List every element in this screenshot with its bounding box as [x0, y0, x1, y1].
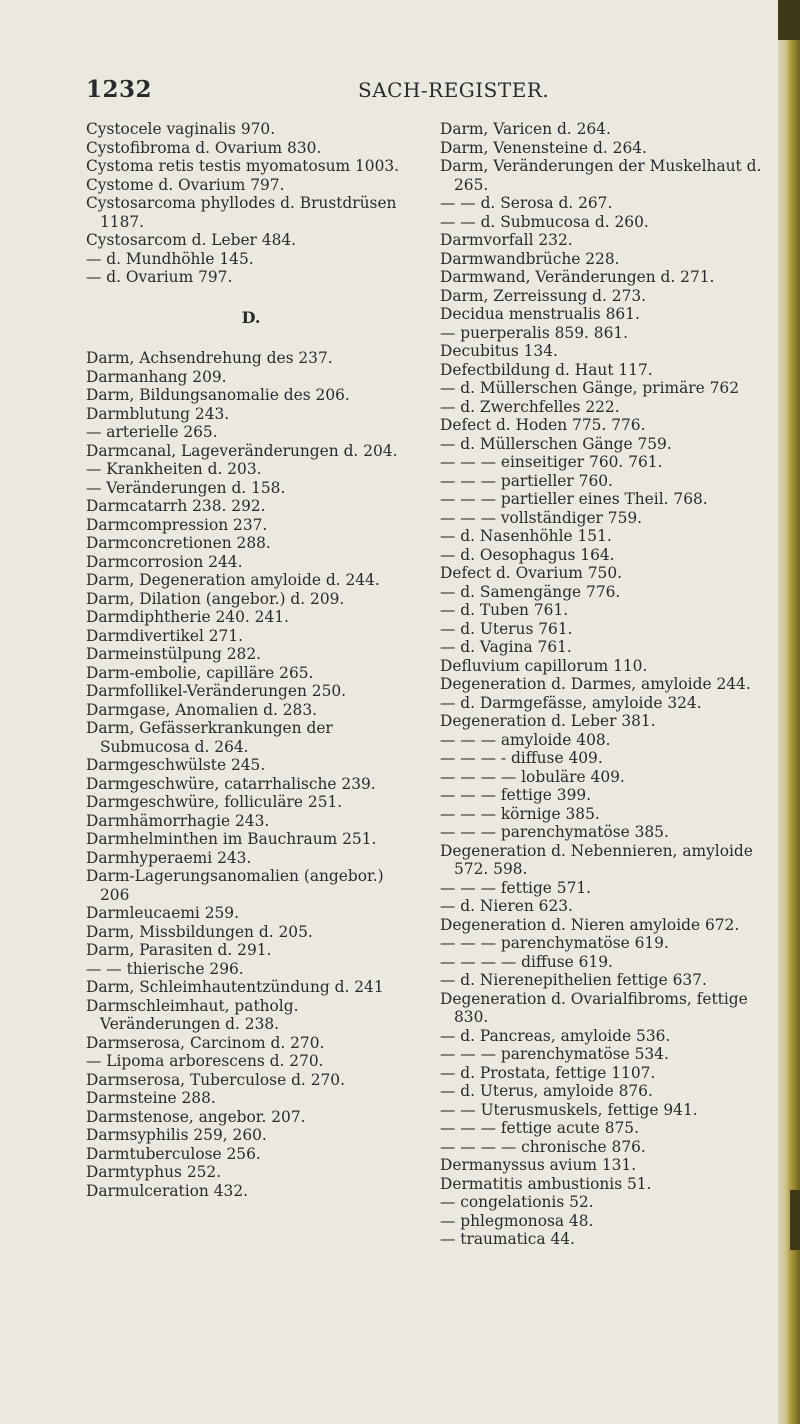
index-entry: Darmblutung 243. [86, 404, 230, 423]
index-entry: — d. Darmgefässe, amyloide 324. [440, 693, 702, 712]
index-entry: Darmschleimhaut, patholg. Veränderungen d. 238. [86, 996, 299, 1033]
index-entry: Darmcatarrh 238. 292. [86, 497, 266, 515]
index-entry: — — — körnige 385. [440, 804, 600, 823]
index-entry: Darm, Degeneration amyloide d. 244. [86, 571, 380, 589]
index-entry: Darmhyperaemi 243. [86, 848, 252, 867]
left-column [86, 120, 416, 1200]
index-entry: Cystofibroma d. Ovarium 830. [86, 138, 322, 157]
index-entry: — — — fettige 399. [440, 786, 592, 804]
index-entry: — d. Zwerchfelles 222. [440, 397, 620, 416]
index-entry: — d. Prostata, fettige 1107. [440, 1063, 656, 1082]
index-entry: Cystome d. Ovarium 797. [86, 175, 285, 194]
index-entry: Darm, Achsendrehung des 237. [86, 349, 333, 367]
index-entry: — d. Pancreas, amyloide 536. [440, 1026, 671, 1045]
index-entry: Decidua menstrualis 861. [440, 305, 640, 323]
index-entry: — — — — chronische 876. [440, 1137, 646, 1156]
index-entry: Darmleucaemi 259. [86, 904, 239, 922]
index-entry: — puerperalis 859. 861. [440, 323, 629, 342]
index-entry: Darmtyphus 252. [86, 1163, 222, 1181]
index-entry: — Krankheiten d. 203. [86, 460, 262, 478]
index-entry: Degeneration d. Leber 381. [440, 712, 656, 730]
index-entry: — — — vollständiger 759. [440, 508, 643, 527]
index-entry: Darmcorrosion 244. [86, 552, 243, 571]
index-entry: — phlegmonosa 48. [440, 1211, 594, 1230]
index-entry: — — — - diffuse 409. [440, 749, 603, 767]
index-entry: Darm, Missbildungen d. 205. [86, 922, 313, 941]
page-edge-shadow [790, 1190, 800, 1250]
index-entry: Dermanyssus avium 131. [440, 1156, 637, 1174]
index-entry: Darmgase, Anomalien d. 283. [86, 700, 318, 719]
index-entry: — d. Uterus, amyloide 876. [440, 1082, 653, 1100]
page-edge [778, 0, 800, 1424]
index-entry: Darm, Zerreissung d. 273. [440, 286, 647, 305]
index-entry: — — — partieller 760. [440, 471, 613, 490]
index-entry: Defect d. Hoden 775. 776. [440, 416, 646, 434]
index-entry: Degeneration d. Darmes, amyloide 244. [440, 675, 751, 693]
index-entry: Darm, Parasiten d. 291. [86, 941, 272, 959]
index-entry: — d. Vagina 761. [440, 638, 572, 656]
index-entry: Degeneration d. Nebennieren, amyloide 572. 598. [440, 841, 753, 878]
page-edge-shadow [778, 0, 800, 40]
index-entry: Degeneration d. Nieren amyloide 672. [440, 915, 740, 934]
index-entry: Defect d. Ovarium 750. [440, 564, 623, 582]
running-head: SACH-REGISTER. [358, 78, 550, 102]
index-entry: Darmgeschwüre, catarrhalische 239. [86, 774, 376, 793]
index-entry: — d. Oesophagus 164. [440, 545, 615, 564]
index-entry: — — d. Submucosa d. 260. [440, 212, 649, 231]
page-number: 1232 [86, 76, 153, 103]
index-entry: — Veränderungen d. 158. [86, 478, 286, 497]
index-entry: — — — amyloide 408. [440, 730, 611, 749]
index-entry: Defluvium capillorum 110. [440, 656, 648, 675]
index-entry: Darmwand, Veränderungen d. 271. [440, 268, 715, 286]
index-entry: Cystosarcoma phyllodes d. Brustdrüsen 1187. [86, 194, 397, 231]
index-entry: Darmtuberculose 256. [86, 1144, 261, 1163]
index-entry: — — — parenchymatöse 619. [440, 934, 669, 952]
index-entry: Darm, Veränderungen der Muskelhaut d. 265. [440, 157, 762, 194]
index-entry: Darmstenose, angebor. 207. [86, 1107, 306, 1126]
index-entry: Darmvorfall 232. [440, 231, 573, 249]
index-entry: — d. Ovarium 797. [86, 268, 233, 286]
index-entry: Darm, Bildungsanomalie des 206. [86, 386, 350, 404]
index-entry: Darmsyphilis 259, 260. [86, 1126, 267, 1144]
index-entry: — d. Nasenhöhle 151. [440, 527, 612, 545]
index-entry: Darm-Lagerungsanomalien (angebor.) 206 [86, 867, 384, 904]
index-entry: — traumatica 44. [440, 1230, 575, 1248]
index-entry: Darm, Varicen d. 264. [440, 120, 611, 138]
index-entry: Decubitus 134. [440, 342, 558, 360]
index-entry: — — — — diffuse 619. [440, 952, 613, 971]
index-entry: — d. Mundhöhle 145. [86, 249, 254, 268]
index-entry: Darmserosa, Tuberculose d. 270. [86, 1070, 345, 1089]
index-entry: Darmhämorrhagie 243. [86, 811, 270, 830]
index-entry: Darmulceration 432. [86, 1181, 249, 1200]
section-letter: D. [241, 307, 261, 327]
index-entry: — — Uterusmuskels, fettige 941. [440, 1100, 698, 1119]
index-entry: Darmcompression 237. [86, 515, 268, 534]
index-entry: Darm-embolie, capilläre 265. [86, 663, 314, 682]
index-entry: Degeneration d. Ovarialfibroms, fettige 830. [440, 989, 748, 1026]
index-entry: Cystoma retis testis myomatosum 1003. [86, 157, 400, 175]
index-entry: Darmanhang 209. [86, 367, 227, 386]
index-entry: — — — — lobuläre 409. [440, 767, 625, 786]
index-entry: — — d. Serosa d. 267. [440, 194, 613, 212]
index-entry: — — thierische 296. [86, 959, 244, 978]
index-entry: Darmhelminthen im Bauchraum 251. [86, 830, 377, 848]
index-entry: — d. Nieren 623. [440, 897, 573, 915]
index-entry: — — — partieller eines Theil. 768. [440, 490, 708, 508]
index-entry: — — — parenchymatöse 385. [440, 823, 669, 841]
index-entry: Darmcanal, Lageveränderungen d. 204. [86, 441, 398, 460]
index-entry: — d. Nierenepithelien fettige 637. [440, 971, 707, 989]
index-entry: Darmsteine 288. [86, 1089, 216, 1107]
page-header [0, 76, 786, 106]
index-entry: — d. Müllerschen Gänge, primäre 762 [440, 379, 740, 397]
index-entry: — — — parenchymatöse 534. [440, 1045, 669, 1063]
index-entry: — — — einseitiger 760. 761. [440, 453, 663, 471]
index-entry: Darmserosa, Carcinom d. 270. [86, 1033, 325, 1052]
index-entry: Cystocele vaginalis 970. [86, 120, 276, 138]
index-entry: Dermatitis ambustionis 51. [440, 1174, 652, 1193]
index-entry: — congelationis 52. [440, 1193, 594, 1211]
index-entry: — d. Müllerschen Gänge 759. [440, 434, 672, 453]
index-entry: — Lipoma arborescens d. 270. [86, 1052, 324, 1070]
index-entry: Darm, Schleimhautentzündung d. 241 [86, 978, 384, 996]
index-entry: Darm, Dilation (angebor.) d. 209. [86, 589, 345, 608]
index-entry: Darmeinstülpung 282. [86, 645, 262, 663]
index-entry: Defectbildung d. Haut 117. [440, 360, 653, 379]
index-entry: Darm, Venensteine d. 264. [440, 138, 647, 157]
index-entry: — d. Uterus 761. [440, 619, 573, 638]
index-entry: Darmgeschwülste 245. [86, 756, 266, 774]
index-entry: — d. Samengänge 776. [440, 582, 621, 601]
index-entry: Cystosarcom d. Leber 484. [86, 231, 297, 249]
index-entry: Darmwandbrüche 228. [440, 249, 620, 268]
index-entry: Darmconcretionen 288. [86, 534, 271, 552]
index-entry: Darmfollikel-Veränderungen 250. [86, 682, 347, 700]
index-entry: — arterielle 265. [86, 423, 218, 441]
index-entry: — — — fettige 571. [440, 878, 592, 897]
index-entry: — d. Tuben 761. [440, 601, 569, 619]
index-entry: — — — fettige acute 875. [440, 1119, 639, 1137]
index-entry: Darm, Gefässerkrankungen der Submucosa d. 264. [86, 719, 333, 756]
index-entry: Darmdivertikel 271. [86, 626, 244, 645]
index-entry: Darmdiphtherie 240. 241. [86, 608, 289, 626]
index-entry: Darmgeschwüre, folliculäre 251. [86, 793, 343, 811]
right-column [440, 120, 778, 1249]
